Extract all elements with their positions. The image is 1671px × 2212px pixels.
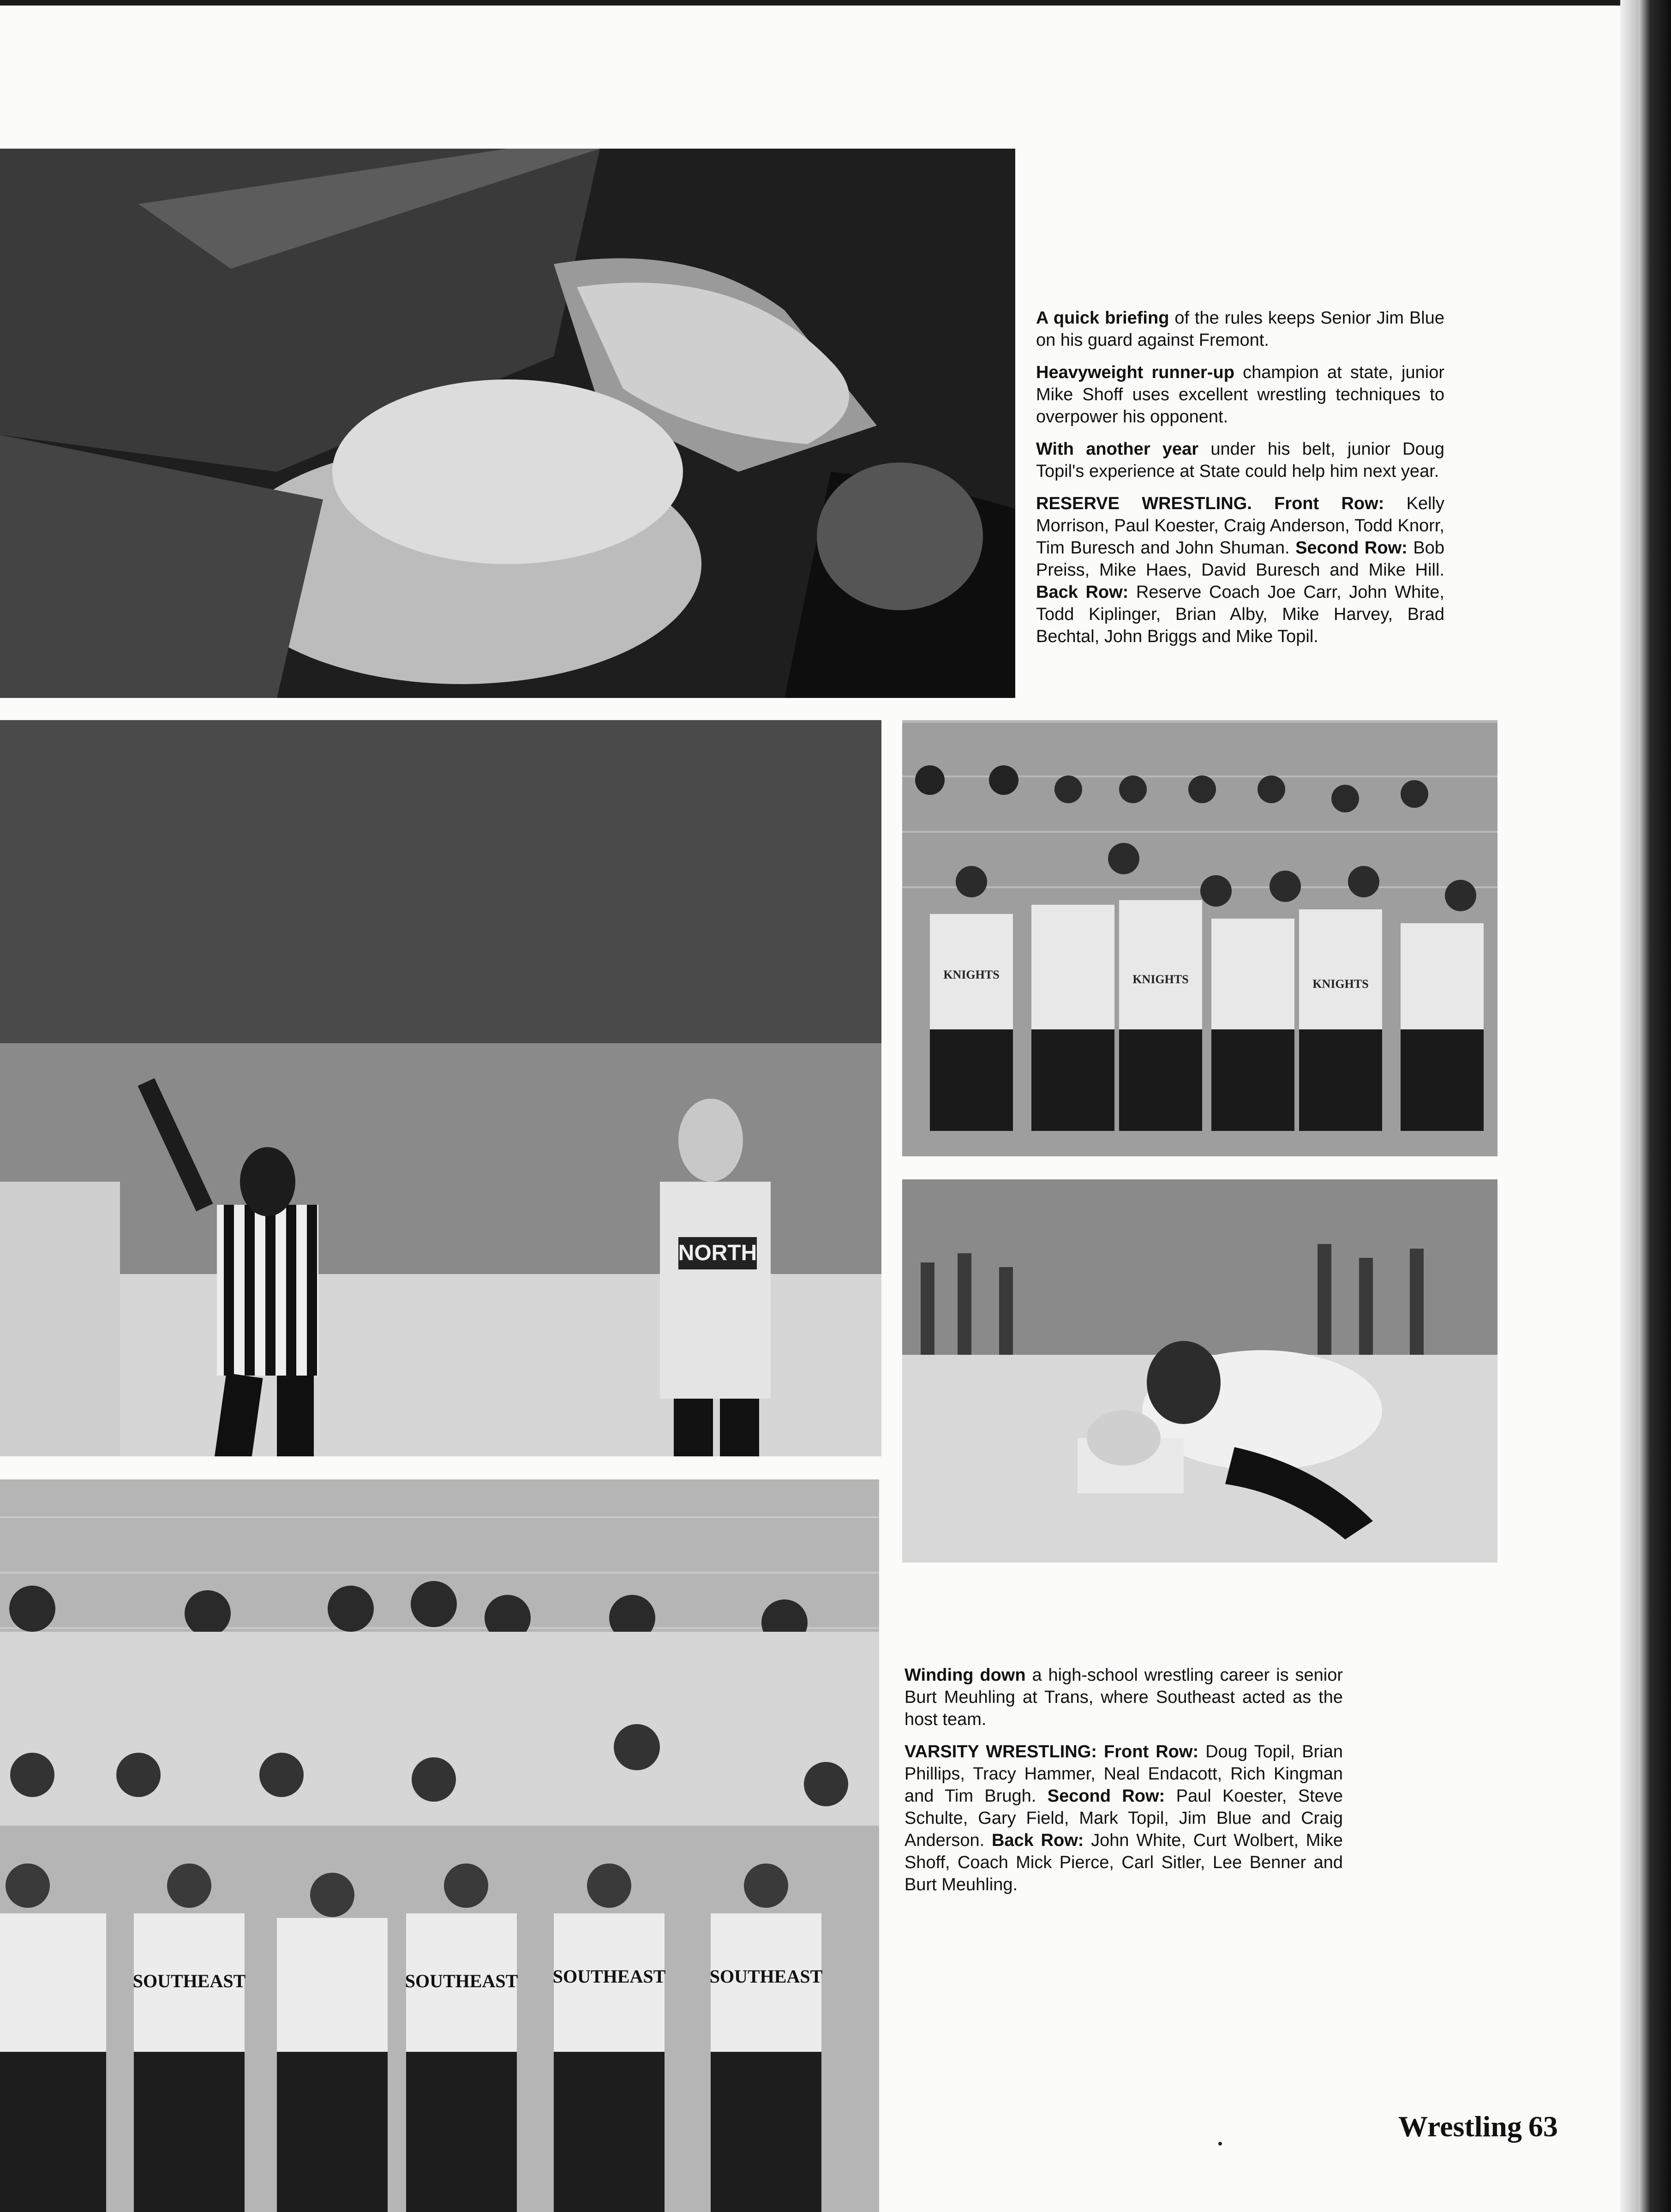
caption-top [1036,307,1444,658]
folio-page-number: 63 [1528,2110,1558,2143]
page-binding-edge [1639,0,1671,2212]
page-folio [1398,2110,1558,2144]
north-jersey-text: NORTH [678,1241,757,1265]
varsity-jersey-text-3: SOUTHEAST [552,1966,666,1987]
varsity-jersey-text-4: SOUTHEAST [709,1966,823,1987]
page-edge-top [0,0,1671,6]
caption-briefing: A quick briefing of the rules keeps Senior Jim Blue on his guard against Fremont. [1036,308,1444,350]
caption-reserve-roster: RESERVE WRESTLING. Front Row: Kelly Morrison, Paul Koester, Craig Anderson, Todd Knorr, Tim Buresch and John Shuman. Second Row: Bob Preiss, Mike Haes, David Buresch and Mike Hill. Back Row: Reserve Coach Joe Carr, John White, Todd Kiplinger, Brian Alby, Mike Harvey, Brad Bechtal, John Briggs and Mike Topil. [1036,494,1444,646]
photo-meuhling-match [902,1179,1497,1563]
varsity-jersey-text-2: SOUTHEAST [405,1971,518,1991]
photo-wrestling-closeup [0,149,1015,698]
caption-winding-down: Winding down a high-school wrestling career is senior Burt Meuhling at Trans, where Southeast acted as the host team. [904,1665,1343,1729]
page-binding-shadow [1620,0,1639,2212]
folio-section: Wrestling [1398,2110,1522,2143]
caption-varsity-roster: VARSITY WRESTLING: Front Row: Doug Topil, Brian Phillips, Tracy Hammer, Neal Endacott, Rich Kingman and Tim Brugh. Second Row: Paul Koester, Steve Schulte, Gary Field, Mark Topil, Jim Blue and Craig Anderson. Back Row: John White, Curt Wolbert, Mike Shoff, Coach Mick Pierce, Carl Sitler, Lee Benner and Burt Meuhling. [904,1742,1343,1894]
reserve-jersey-text-1: KNIGHTS [943,968,1000,981]
page-dot-mark [1218,2142,1222,2146]
varsity-jersey-text-1: SOUTHEAST [132,1971,246,1991]
photo-reserve-team [902,720,1497,1156]
caption-another-year: With another year under his belt, junior Doug Topil's experience at State could help him next year. [1036,439,1445,481]
reserve-jersey-text-3: KNIGHTS [1312,977,1369,991]
photo-varsity-team [0,1479,879,2212]
photo-referee-match [0,720,881,1456]
caption-heavyweight: Heavyweight runner-up champion at state, junior Mike Shoff uses excellent wrestling techniques to overpower his opponent. [1036,363,1444,427]
caption-bottom [904,1664,1343,1906]
reserve-jersey-text-2: KNIGHTS [1132,973,1189,986]
